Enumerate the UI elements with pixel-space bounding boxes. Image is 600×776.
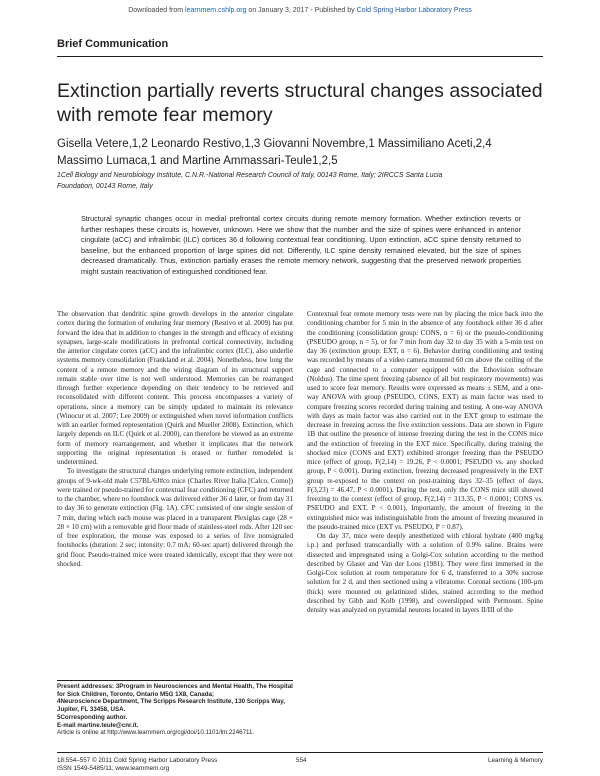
publisher-link[interactable]: Cold Spring Harbor Laboratory Press <box>356 7 472 14</box>
article-title: Extinction partially reverts structural changes associated with remote fear memory <box>57 80 543 126</box>
affiliations <box>57 171 543 192</box>
site-link[interactable]: learnmem.cshlp.org <box>185 7 247 14</box>
affiliation-line-2: Foundation, 00143 Rome, Italy <box>57 182 153 190</box>
footnote-5: 5Corresponding author. <box>57 713 128 721</box>
footnote-email[interactable]: E-mail martine.teule@cnr.it. <box>57 721 139 729</box>
page-number: 554 <box>296 757 307 764</box>
body-paragraph: The observation that dendritic spine growth develops in the anterior cingulate cortex during the formation of enduring fear memory (Restivo et al. 2009) has put forward the idea that in addition to changes in the strength and efficacy of existing synapses, large-scale modifications in prefrontal cortical connectivity, including the anterior cingulate cortex (aCC) and the infralimbic cortex (ILC), also underlie systems memory consolidation (Frankland et al. 2004). Nonetheless, how long the content of a remote memory and the wiring diagram of its structural support remain stable over time is not well understood. Memories can be rearranged through further experience depending on their tendency to be retrieved and reconsolidated with different content. This process encompasses a variety of operations, since a memory can be simply updated to maintain its relevance (Winocur et al. 2007; Lee 2009) or extinguished when novel information conflicts with an earlier formed representation (Quirk and Mueller 2008). Extinction, which largely depends on ILC (Quirk et al. 2000), can therefore be viewed as an extreme form of memory rearrangement, and whether it implicates that the network supporting the original representation is erased or further remodeled is undetermined. <box>57 310 293 466</box>
section-label: Brief Communication <box>57 38 169 50</box>
affiliation-line-1: 1Cell Biology and Neurobiology Institute, C.N.R.-National Research Council of Italy, 00143 Rome, Italy; 2IRCCS Santa Lucia <box>57 172 443 179</box>
footer-citation-line-2: ISSN 1549-5485/11; www.learnmem.org <box>57 764 170 772</box>
footnotes <box>57 683 293 737</box>
body-paragraph: On day 37, mice were deeply anesthetized with chloral hydrate (400 mg/kg i.p.) and perfused transcardially with a solution of 0.9% saline. Brains were dissected and impregnated using a Golgi-Cox solution according to the method described by Glaser and Van der Loos (1981). They were first immersed in the Golgi-Cox solution at room temperature for 6 d, transferred to a 30% sucrose solution for 2 d, and then sectioned using a vibratome. Coronal sections (100-µm thick) were mounted on gelatinized slides, stained according to the method described by Gibb and Kolb (1998), and coverslipped with Permount. Spine density was analyzed on pyramidal neurons located in layers II/III of the <box>307 532 543 614</box>
body-column-right <box>307 310 543 615</box>
author-line-1: Gisella Vetere,1,2 Leonardo Restivo,1,3 Giovanni Novembre,1 Massimiliano Aceti,2,4 <box>57 138 492 150</box>
author-line-2: Massimo Lumaca,1 and Martine Ammassari-Teule1,2,5 <box>57 154 338 167</box>
footer-citation <box>57 757 217 772</box>
abstract: Structural synaptic changes occur in medial prefrontal cortex circuits during remote memory formation. Whether extinction reverts or further reshapes these circuits is, however, unknown. Here we show that the number and the size of spines were enhanced in anterior cingulate (aCC) and infralimbic (ILC) cortices 36 d following contextual fear conditioning. Upon extinction, aCC spine density returned to baseline, but the enhanced proportion of large spines did not. Differently, ILC spine density remained elevated, but the size of spines decreased dramatically. Thus, extinction partially erases the remote memory network, suggesting that the preserved network properties might sustain reactivation of extinguished conditioned fear. <box>81 214 521 276</box>
footnote-3: 3Program in Neurosciences and Mental Health, The Hospital for Sick Children, Toronto, Ontario M5G 1X8, Canada; <box>57 683 293 698</box>
footer-citation-line-1: 18:554–557 © 2011 Cold Spring Harbor Laboratory Press <box>57 757 218 764</box>
author-list <box>57 136 543 169</box>
body-column-left <box>57 310 293 569</box>
header-rule <box>57 56 543 57</box>
download-middle: on January 3, 2017 - Published by <box>246 7 357 14</box>
body-paragraph: Contextual fear remote memory tests were run by placing the mice back into the conditioning chamber for 5 min in the absence of any footshock either 36 d after the conditioning (consolidation group: CONS, n = 6) or the pseudo-conditioning (PSEUDO group, n = 5), or for 7 min from day 32 to day 35 with a 5-min test on day 36 (extinction group: EXT, n = 6). Behavior during conditioning and testing was recorded by means of a video camera mounted 60 cm above the ceiling of the cage and connected to a computer equipped with the Ethovision software (Noldus). The time spent freezing (absence of all but respiratory movements) was used to score fear memory. Results were expressed as means ± SEM, and a one-way ANOVA with group (PSEUDO, CONS, EXT) as main factor was used to compare freezing scores recorded during training and testing. A one-way ANOVA with days as main factor was also carried out in the EXT group to estimate the decrease in freezing across the five extinction sessions. Data are shown in Figure 1B that outline the presence of intense freezing during the test in the CONS mice and the extinction of freezing in the EXT mice. Specifically, during training the shocked mice (CONS and EXT) exhibited stronger freezing than the PSEUDO mice (effect of group, F(2,14) = 19.26, P < 0.0001; PSEUDO vs. any shocked group, P < 0.001). During extinction, freezing decreased progressively in the EXT group re-exposed to the context on post-training days 32–35 (effect of days, F(3,23) = 46.47, P < 0.0001). During the test, only the CONS mice still showed freezing to the context (effect of group, F(2,14) = 313.35, P < 0.0001; CONS vs. PSEUDO and EXT, P < 0.001). Importantly, the amount of freezing in the extinguished mice was indistinguishable from the amount of freezing measured in the pseudo-trained mice (EXT vs. PSEUDO, P = 0.87). <box>307 310 543 531</box>
journal-name: Learning & Memory <box>488 757 543 764</box>
footnote-article-doi[interactable]: Article is online at http://www.learnmem.org/cgi/doi/10.1101/lm.2246711. <box>57 729 255 737</box>
body-paragraph: To investigate the structural changes underlying remote extinction, independent groups of 9-wk-old male C57BL/6J#co mice (Charles River Italia [Calco, Como]) were trained or pseudo-trained for contextual fear conditioning (CFC) and returned to the chamber, where no footshock was delivered either 36 d later, or from day 31 to day 36 to generate extinction (Fig. 1A). CFC consisted of one single session of 7 min, during which each mouse was placed in a transparent Plexiglas cage (28 × 28 × 10 cm) with a removable grid floor made of stainless-steel rods. After 120 sec of free exploration, the mouse was exposed to a series of five nonsignaled footshocks (duration: 2 sec; intensity: 0.7 mA; 60-sec apart) delivered through the grid floor. Pseudo-trained mice were treated identically, except that they were not shocked. <box>57 467 293 568</box>
footnote-present-label: Present addresses: <box>57 683 115 690</box>
download-banner <box>0 7 600 14</box>
footnote-4: 4Neuroscience Department, The Scripps Research Institute, 130 Scripps Way, Jupiter, FL 33458, USA. <box>57 698 285 714</box>
download-prefix: Downloaded from <box>128 7 186 14</box>
footnote-rule <box>57 680 293 681</box>
footer-rule <box>57 752 543 753</box>
